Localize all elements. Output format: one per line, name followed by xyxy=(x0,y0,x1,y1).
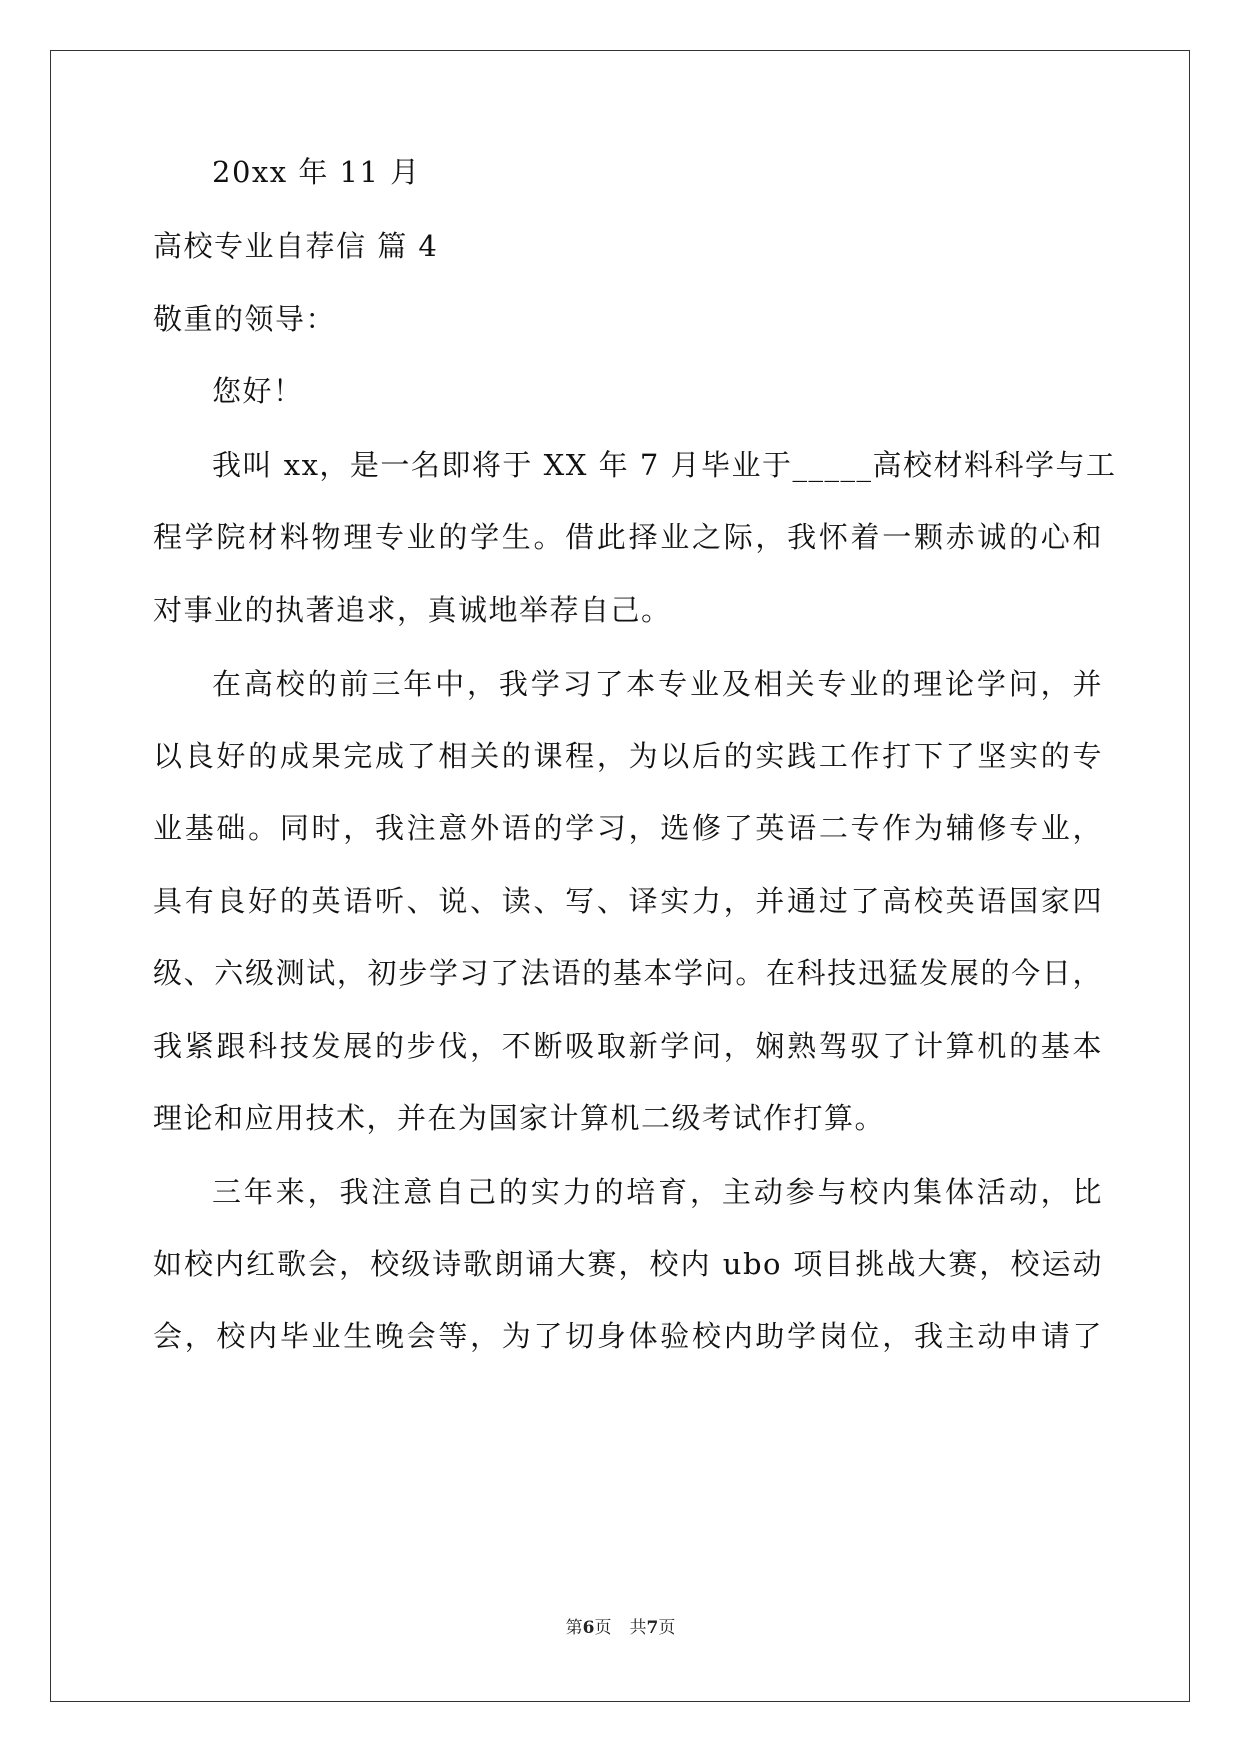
paragraph-2-line-2: 以良好的成果完成了相关的课程，为以后的实践工作打下了坚实的专 xyxy=(153,739,1103,773)
footer-total-prefix: 共 xyxy=(629,1618,647,1638)
paragraph-2-line-5: 级、六级测试，初步学习了法语的基本学问。在科技迅猛发展的今日， xyxy=(153,956,1103,990)
paragraph-2-line-6: 我紧跟科技发展的步伐，不断吸取新学问，娴熟驾驭了计算机的基本 xyxy=(153,1029,1103,1063)
footer-page-current: 6 xyxy=(582,1618,595,1638)
paragraph-2-line-7: 理论和应用技术，并在为国家计算机二级考试作打算。 xyxy=(153,1101,886,1135)
section-title: 高校专业自荐信 篇 4 xyxy=(153,229,439,263)
paragraph-2-line-1: 在高校的前三年中，我学习了本专业及相关专业的理论学问，并 xyxy=(212,667,1103,701)
paragraph-1-line-3: 对事业的执著追求，真诚地举荐自己。 xyxy=(153,593,672,627)
footer-page-total: 7 xyxy=(646,1618,659,1638)
paragraph-2-line-4: 具有良好的英语听、说、读、写、译实力，并通过了高校英语国家四 xyxy=(153,884,1103,918)
paragraph-3-line-1: 三年来，我注意自己的实力的培育，主动参与校内集体活动，比 xyxy=(212,1175,1103,1209)
footer-page-mid: 页 xyxy=(594,1618,612,1638)
paragraph-1-line-1: 我叫 xx，是一名即将于 XX 年 7 月毕业于_____高校材料科学与工 xyxy=(212,448,1117,482)
paragraph-3-line-2: 如校内红歌会，校级诗歌朗诵大赛，校内 ubo 项目挑战大赛，校运动 xyxy=(153,1247,1103,1281)
paragraph-2-line-3: 业基础。同时，我注意外语的学习，选修了英语二专作为辅修专业， xyxy=(153,811,1103,845)
paragraph-1-line-2: 程学院材料物理专业的学生。借此择业之际，我怀着一颗赤诚的心和 xyxy=(153,520,1103,554)
page-frame xyxy=(50,50,1190,1702)
date-line: 20xx 年 11 月 xyxy=(212,155,421,189)
footer-total-suffix: 页 xyxy=(658,1618,676,1638)
paragraph-3-line-3: 会，校内毕业生晚会等，为了切身体验校内助学岗位，我主动申请了 xyxy=(153,1319,1103,1353)
salutation: 敬重的领导： xyxy=(153,302,337,336)
greeting: 您好！ xyxy=(212,374,304,408)
page-footer xyxy=(0,1617,1241,1639)
footer-page-prefix: 第 xyxy=(565,1618,583,1638)
